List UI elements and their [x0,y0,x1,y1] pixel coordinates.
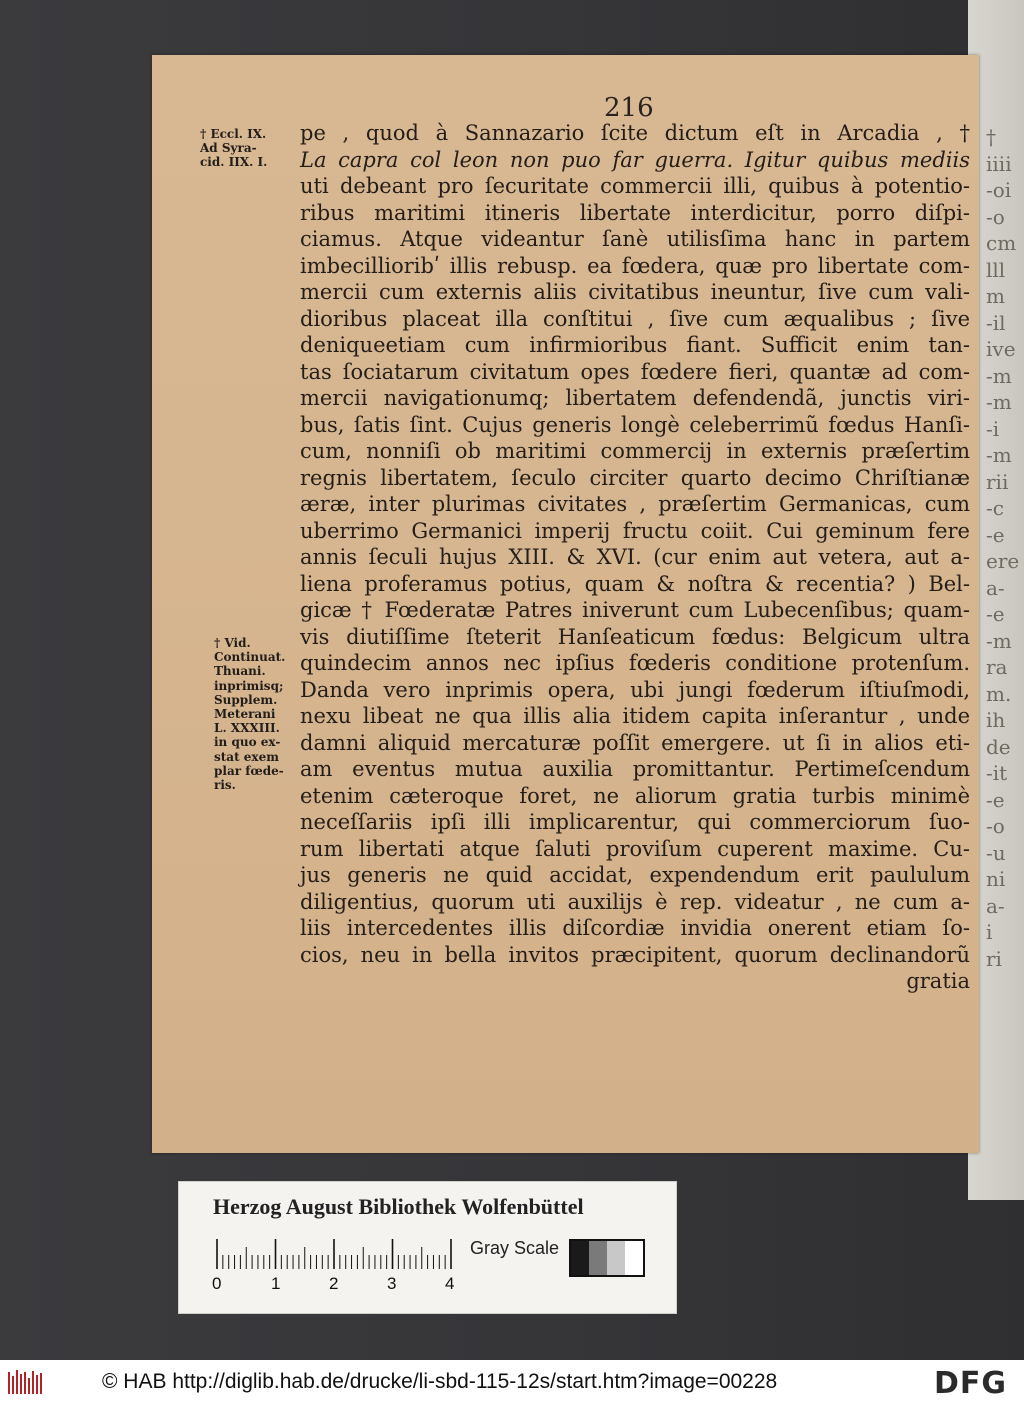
text-line: ciamus. Atque videantur ſanè utilisſima hanc in partem [300,227,970,251]
adjacent-page-fragment: ih [986,708,1006,732]
adjacent-page-fragment: rii [986,469,1009,494]
text-line: liis intercedentes illis diſcordiæ invidia onerent etiam ſo- [300,916,970,940]
dfg-logo: DFG [934,1366,1008,1401]
text-line: cum, nonniſi ob maritimi commercij in externis præſertim [300,439,970,463]
adjacent-page-fragment: ni [986,867,1006,891]
adjacent-page-fragment: ere [986,549,1020,573]
text-line: La capra col leon non puo far guerra. Igitur quibus mediis [300,147,970,172]
body-text [300,120,970,995]
gray-swatch [589,1241,607,1275]
adjacent-page-fragment: † [986,125,996,149]
footer-url[interactable]: © HAB http://diglib.hab.de/drucke/li-sbd-115-12s/start.htm?image=00228 [102,1370,778,1393]
page-number: 216 [604,93,654,123]
adjacent-page-fragment: de [986,734,1011,759]
adjacent-page-fragment: lll [986,257,1006,282]
text-line: vis diutiſſime ſteterit Hanſeaticum fœdus: Belgicum ultra [300,624,970,649]
text-line: æræ, inter plurimas civitates , præſertim Germanicas, cum [300,492,970,516]
adjacent-page-fragment: -u [986,840,1006,865]
text-line: mercii cum externis aliis civitatibus ineuntur, ſive cum vali- [300,280,970,304]
ruler-label-1: 1 [271,1274,281,1293]
text-line: damni aliquid mercaturæ poſſit emergere. ut ſi in alios eti- [300,730,970,755]
gray-scale-bar [569,1239,645,1277]
text-line: imbecillioribʹ illis rebusp. ea fœdera, quæ pro libertate com- [300,253,970,278]
gray-swatch [607,1241,625,1275]
text-line: pe , quod à Sannazario ſcite dictum eſt in Arcadia , † [300,121,970,145]
adjacent-page-fragment: -e [986,602,1005,626]
text-line: neceſſariis ipſi illi implicarentur, qui commerciorum ſuo- [300,810,970,834]
library-label [178,1181,677,1314]
gray-scale-label: Gray Scale [470,1238,560,1258]
hab-logo-icon [6,1368,46,1398]
adjacent-page-fragment: a- [986,575,1005,600]
adjacent-page-fragment: i [986,920,993,944]
text-line: uti debeant pro ſecuritate commercii illi, quibus à potentio- [300,174,970,198]
text-line: rum libertati atque ſaluti proviſum cuperent maxime. Cu- [300,836,970,861]
adjacent-page-fragment: a- [986,893,1005,918]
margin-note-2: † Vid. Continuat. Thuani. inprimisq; Supplem. Meterani L. XXXIII. in quo ex- stat exem plar fœde- ris. [214,636,286,793]
text-line: mercii navigationumq; libertatem defendendã, junctis viri- [300,386,970,410]
adjacent-page-fragment: -o [986,204,1005,229]
text-line: etenim cæteroque foret, ne aliorum gratia turbis minimè [300,783,970,808]
text-line: am eventus mutua auxilia promittantur. Pertimeſcendum [300,757,970,781]
ruler-label-2: 2 [329,1274,339,1293]
text-line: deniqueetiam cum infirmioribus fiant. Sufficit enim tan- [300,333,970,357]
adjacent-page-fragment: -o [986,814,1005,838]
adjacent-page-fragment: m. [986,681,1012,706]
footer-bar [0,1360,1024,1406]
adjacent-page-fragment: ive [986,337,1016,361]
adjacent-page-fragment: -c [986,496,1004,520]
text-line: annis ſeculi hujus XIII. & XVI. (cur enim aut vetera, aut a- [300,545,970,569]
adjacent-page-fragment: -e [986,522,1005,547]
gray-swatch [625,1241,643,1275]
adjacent-page-fragment: ra [986,655,1008,679]
text-line: quindecim annos nec ipſius fœderis conditione protenſum. [300,651,970,675]
text-line: ribus maritimi itineris libertate interdicitur, porro diſpi- [300,200,970,225]
adjacent-page-fragment: -il [986,310,1006,335]
text-line: diligentius, quorum uti auxilijs è rep. videatur , ne cum a- [300,889,970,914]
adjacent-page-fragment: -e [986,787,1005,812]
adjacent-page-fragment: ri [986,946,1002,971]
library-name: Herzog August Bibliothek Wolfenbüttel [213,1194,584,1219]
text-line: Danda vero inprimis opera, ubi jungi fœderum iſtiuſmodi, [300,677,970,702]
text-line: gicæ † Fœderatæ Patres iniverunt cum Lubecenſibus; quam- [300,598,970,622]
adjacent-page-fragment: m [986,284,1005,308]
adjacent-page-fragment: cm [986,231,1017,255]
ruler-label-4: 4 [445,1274,455,1293]
text-line: tas ſociatarum civitatum opes fœdere fieri, quantæ ad com- [300,359,970,384]
adjacent-page-fragment: -oi [986,178,1012,202]
gray-swatch [571,1241,589,1275]
text-line: jus generis ne quid accidat, expendendum erit paululum [300,863,970,887]
adjacent-page-fragment: -i [986,416,1000,441]
text-line: gratia [906,969,970,993]
margin-note-1: † Eccl. IX. Ad Syra- cid. IIX. I. [200,127,268,170]
ruler-label-3: 3 [387,1274,397,1293]
ruler-label-0: 0 [212,1274,222,1293]
text-line: liena proferamus potius, quam & noſtra & recentia? ) Bel- [300,571,970,596]
adjacent-page-fragment: -m [986,390,1012,414]
text-line: dioribus placeat illa conſtitui , ſive cum æqualibus ; ſive [300,306,970,331]
adjacent-page-fragment: -m [986,628,1012,653]
text-line: regnis libertatem, ſeculo circiter quarto decimo Chriſtianæ [300,465,970,490]
text-line: bus, ſatis ſint. Cujus generis longè celeberrimũ fœdus Hanſi- [300,412,970,437]
adjacent-page-fragment: -it [986,761,1008,785]
text-line: nexu libeat ne qua illis alia itidem capita inſerantur , unde [300,704,970,728]
adjacent-page-fragment: -m [986,443,1012,467]
text-line: uberrimo Germanici imperij fructu coiit. Cui geminum fere [300,518,970,543]
adjacent-page-fragment: -m [986,363,1012,388]
measurement-ruler [215,1239,455,1269]
text-line: cios, neu in bella invitos præcipitent, quorum declinandorũ [300,942,970,967]
adjacent-page-fragment: iiii [986,151,1012,176]
